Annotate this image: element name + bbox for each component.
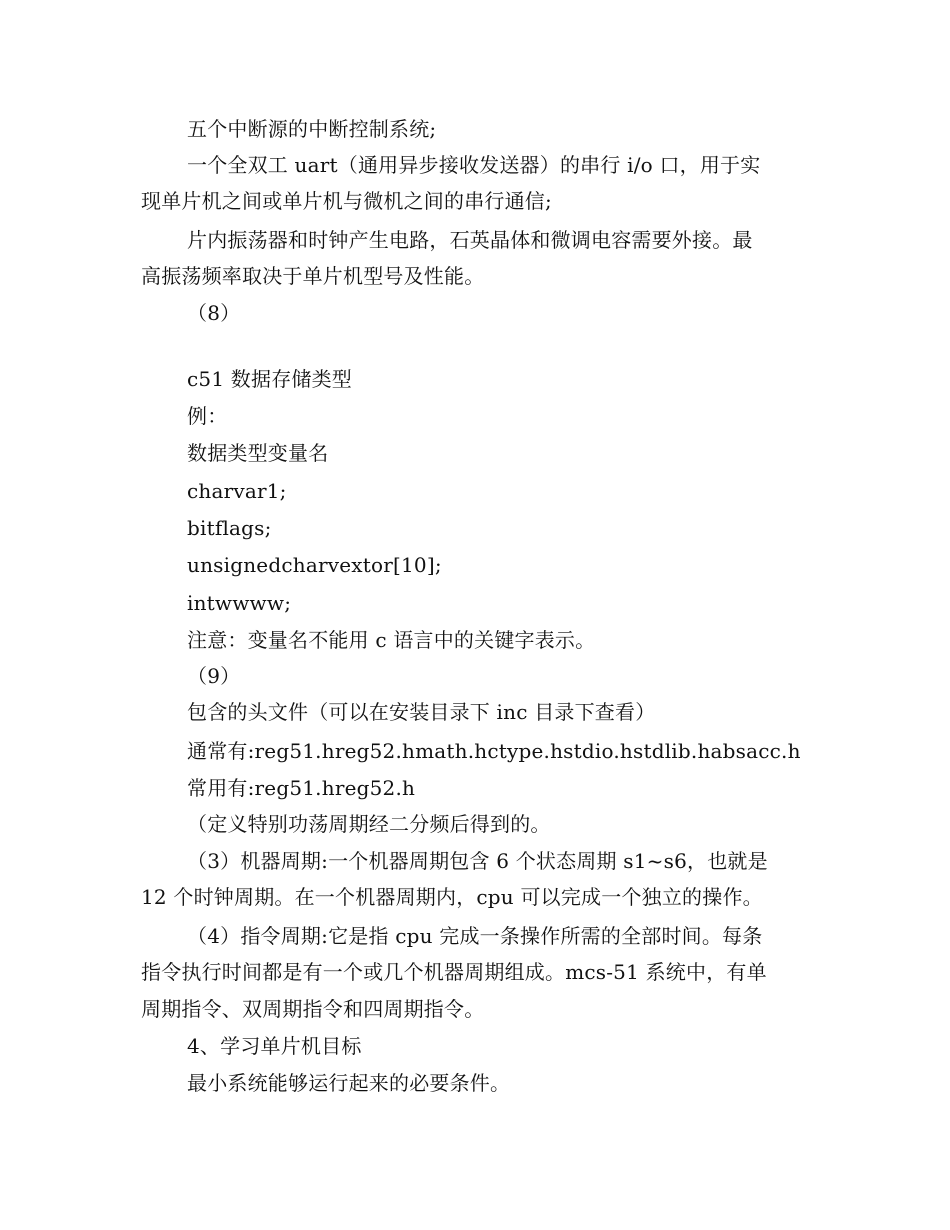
paragraph-line: 高振荡频率取决于单片机型号及性能。 — [141, 264, 485, 288]
section-heading: c51 数据存储类型 — [187, 367, 353, 391]
section-number: （9） — [187, 664, 241, 688]
code-line: charvar1; — [187, 479, 287, 503]
paragraph-line: 12 个时钟周期。在一个机器周期内，cpu 可以完成一个独立的操作。 — [141, 885, 763, 909]
paragraph-line: 注意：变量名不能用 c 语言中的关键字表示。 — [187, 628, 596, 652]
paragraph-line: 片内振荡器和时钟产生电路，石英晶体和微调电容需要外接。最 — [187, 228, 753, 252]
code-line: intwwww; — [187, 591, 292, 615]
code-line: unsignedcharvextor[10]; — [187, 553, 442, 577]
paragraph-line: （定义特别功荡周期经二分频后得到的。 — [187, 812, 551, 836]
paragraph-line: 通常有:reg51.hreg52.hmath.hctype.hstdio.hstdlib.habsacc.h — [187, 739, 801, 763]
paragraph-line: 指令执行时间都是有一个或几个机器周期组成。mcs-51 系统中，有单 — [141, 960, 767, 984]
paragraph-line: 数据类型变量名 — [187, 441, 329, 465]
paragraph-line: 现单片机之间或单片机与微机之间的串行通信; — [141, 189, 552, 213]
code-line: bitflags; — [187, 516, 272, 540]
paragraph-line: 常用有:reg51.hreg52.h — [187, 776, 416, 800]
paragraph-line: 最小系统能够运行起来的必要条件。 — [187, 1071, 511, 1095]
paragraph-line: 一个全双工 uart（通用异步接收发送器）的串行 i/o 口，用于实 — [187, 153, 761, 177]
paragraph-line: （3）机器周期:一个机器周期包含 6 个状态周期 s1~s6，也就是 — [187, 849, 768, 873]
paragraph-line: 例： — [187, 404, 228, 428]
section-number: （8） — [187, 301, 241, 325]
paragraph-line: 五个中断源的中断控制系统; — [187, 117, 437, 141]
section-heading: 4、学习单片机目标 — [187, 1034, 362, 1058]
paragraph-line: 包含的头文件（可以在安装目录下 inc 目录下查看） — [187, 700, 656, 724]
paragraph-line: 周期指令、双周期指令和四周期指令。 — [141, 997, 485, 1021]
paragraph-line: （4）指令周期:它是指 cpu 完成一条操作所需的全部时间。每条 — [187, 924, 763, 948]
